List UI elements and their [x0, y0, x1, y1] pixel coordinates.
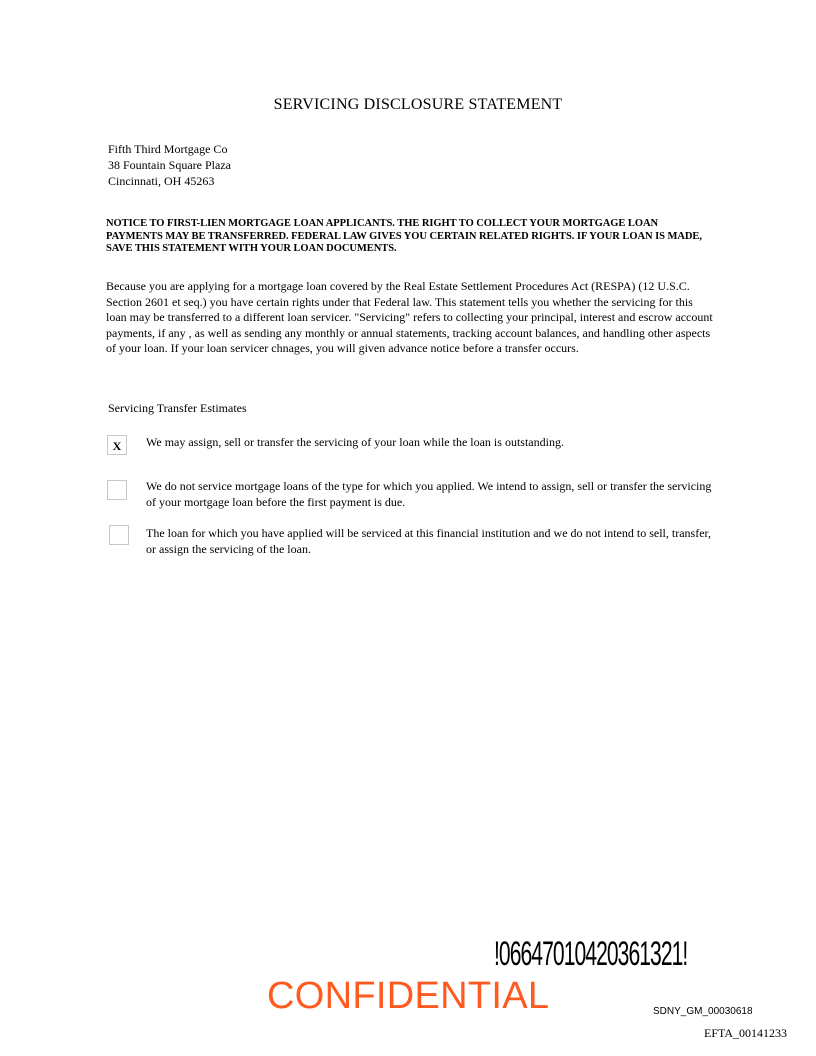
- document-title: SERVICING DISCLOSURE STATEMENT: [273, 96, 563, 113]
- option-2-checkbox[interactable]: [107, 480, 127, 500]
- respa-paragraph: Because you are applying for a mortgage loan covered by the Real Estate Settlement Procedures Act (RESPA) (12 U.S.C. Section 2601 et seq.) you have certain rights under that Federal law. This statement tells you whether the servicing for this loan may be transferred to a different loan servicer. "Servicing" refers to collecting your principal, interest and escrow account payments, if any , as well as sending any monthly or annual statements, tracking account balances, and handling other aspects of your loan. If your loan servicer chnages, you will given advance notice before a transfer occurs.: [106, 279, 713, 355]
- efta-number: EFTA_00141233: [704, 1026, 788, 1040]
- lender-street: 38 Fountain Square Plaza: [108, 158, 231, 172]
- option-3-text: The loan for which you have applied will be serviced at this financial institution and we do not intend to sell, transfer, or assign the servicing of the loan.: [146, 526, 712, 556]
- lender-address: [108, 141, 231, 189]
- option-2-text: We do not service mortgage loans of the type for which you applied. We intend to assign, sell or transfer the servicing of your mortgage loan before the first payment is due.: [146, 479, 712, 509]
- lender-name: Fifth Third Mortgage Co: [108, 142, 228, 156]
- confidential-stamp: CONFIDENTIAL: [267, 975, 550, 1017]
- option-1-text: We may assign, sell or transfer the servicing of your loan while the loan is outstanding.: [146, 435, 564, 449]
- barcode-number: !06647010420361321!: [494, 935, 688, 973]
- option-1-checkbox[interactable]: X: [107, 435, 127, 455]
- notice-paragraph: NOTICE TO FIRST-LIEN MORTGAGE LOAN APPLICANTS. THE RIGHT TO COLLECT YOUR MORTGAGE LOAN PAYMENTS MAY BE TRANSFERRED. FEDERAL LAW GIVES YOU CERTAIN RELATED RIGHTS. IF YOUR LOAN IS MADE, SAVE THIS STATEMENT WITH YOUR LOAN DOCUMENTS.: [106, 218, 702, 254]
- servicing-transfer-estimates-label: Servicing Transfer Estimates: [108, 401, 247, 415]
- option-3-checkbox[interactable]: [109, 525, 129, 545]
- lender-city-state-zip: Cincinnati, OH 45263: [108, 174, 215, 188]
- bates-number: SDNY_GM_00030618: [653, 1006, 753, 1017]
